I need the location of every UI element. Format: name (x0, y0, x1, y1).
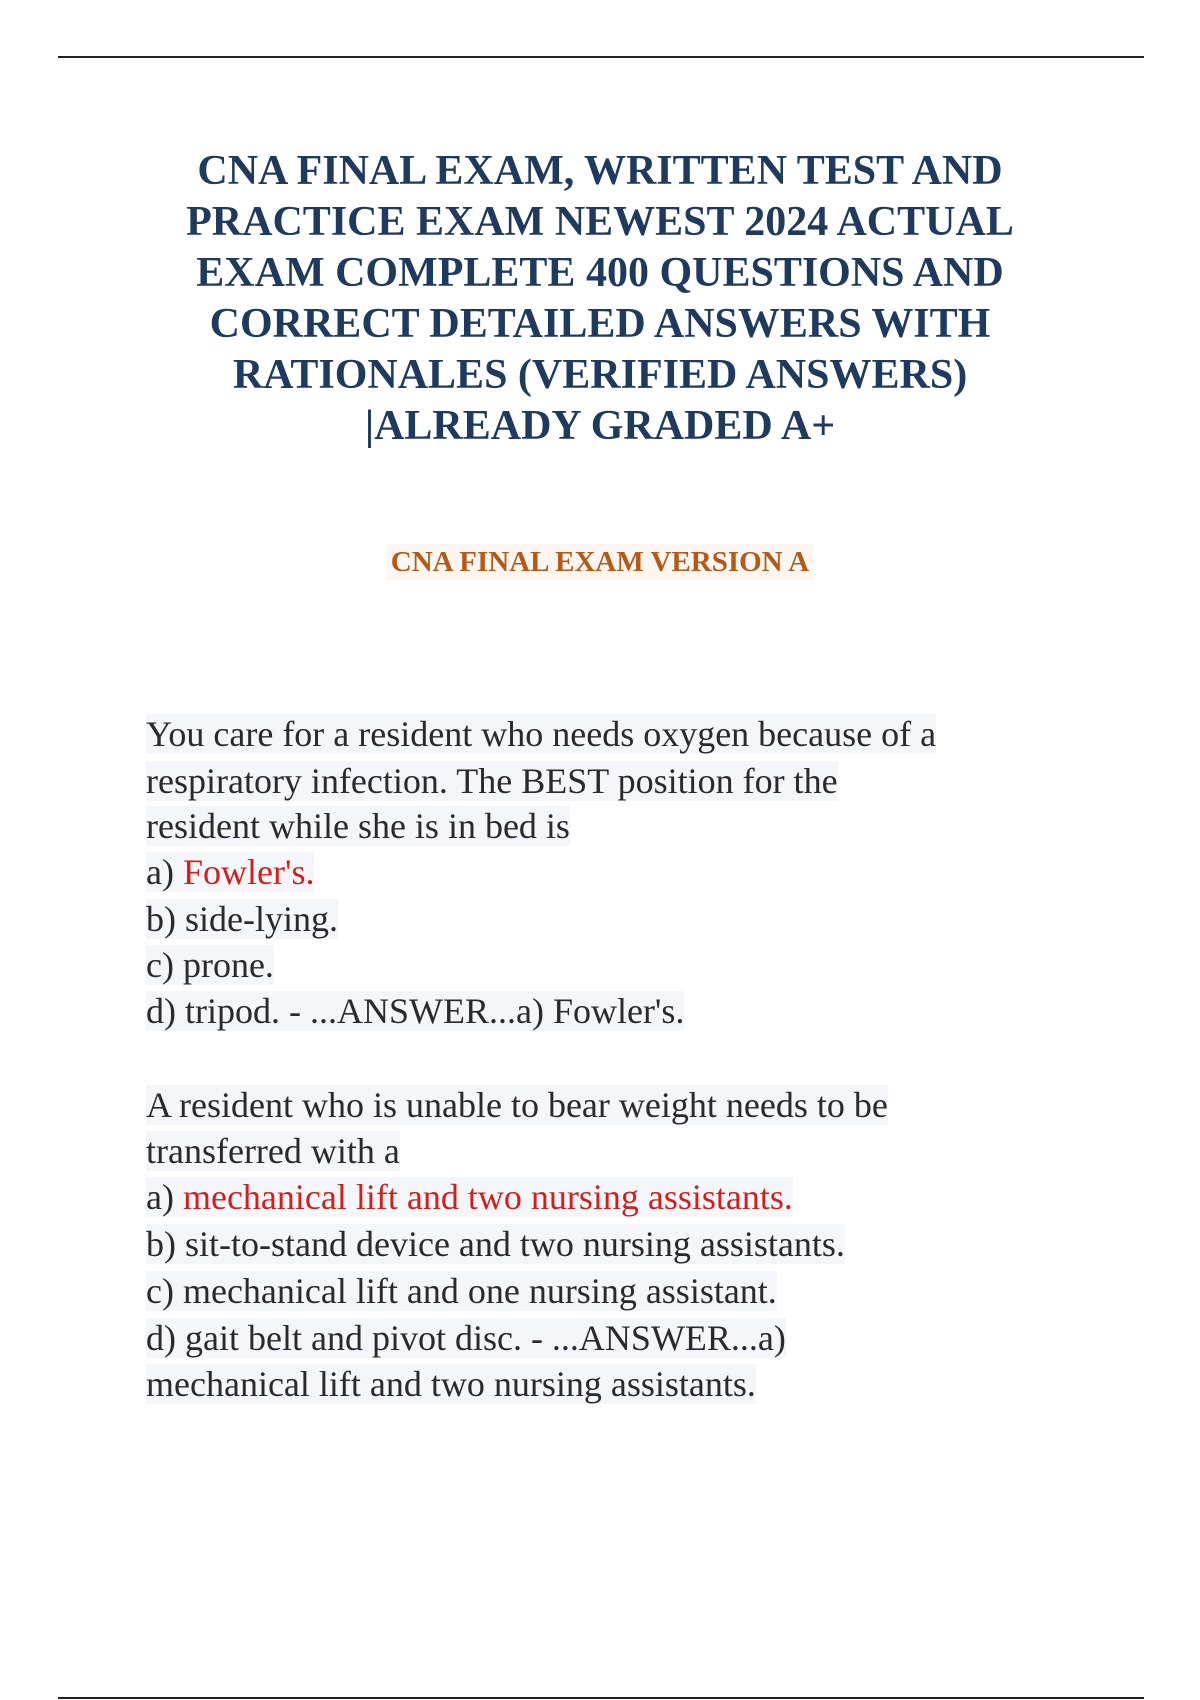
stem-line: respiratory infection. The BEST position for the (146, 761, 838, 801)
option-prefix: d) (146, 991, 185, 1031)
option-prefix: b) (146, 899, 185, 939)
option-a (146, 849, 936, 896)
option-text: mechanical lift and one nursing assistant. (182, 1271, 777, 1311)
option-d (146, 1315, 888, 1362)
question-2 (146, 1082, 888, 1407)
option-text: sit-to-stand device and two nursing assistants. (185, 1224, 845, 1264)
option-c (146, 1268, 888, 1315)
exam-version-label: CNA FINAL EXAM VERSION A (387, 544, 813, 580)
title-line: |ALREADY GRADED A+ (364, 403, 836, 449)
stem-line: A resident who is unable to bear weight needs to be (146, 1085, 888, 1125)
correct-option-text: Fowler's. (182, 852, 315, 892)
top-rule (58, 56, 1144, 58)
correct-option-text: mechanical lift and two nursing assistants. (182, 1177, 793, 1217)
question-stem (146, 1082, 888, 1174)
option-a (146, 1174, 888, 1221)
option-prefix: a) (146, 1177, 183, 1217)
option-text-with-answer: gait belt and pivot disc. - ...ANSWER...a) (185, 1318, 786, 1358)
question-stem (146, 710, 936, 849)
option-b (146, 896, 936, 943)
option-prefix: c) (146, 1271, 183, 1311)
option-c (146, 943, 936, 988)
answer-continuation-text: mechanical lift and two nursing assistants. (146, 1364, 756, 1404)
option-d (146, 988, 936, 1035)
title-line: EXAM COMPLETE 400 QUESTIONS AND (196, 250, 1004, 296)
option-prefix: c) (146, 945, 183, 985)
exam-version-heading (0, 544, 1200, 580)
title-line: PRACTICE EXAM NEWEST 2024 ACTUAL (186, 199, 1014, 245)
title-line: RATIONALES (VERIFIED ANSWERS) (232, 352, 968, 398)
stem-line: transferred with a (146, 1131, 400, 1171)
answer-continuation (146, 1362, 888, 1407)
title-line: CORRECT DETAILED ANSWERS WITH (209, 301, 991, 347)
option-prefix: a) (146, 852, 183, 892)
option-prefix: b) (146, 1224, 185, 1264)
document-title (150, 146, 1050, 452)
stem-line: You care for a resident who needs oxygen because of a (146, 714, 937, 754)
option-text: side-lying. (185, 899, 338, 939)
question-1 (146, 710, 936, 1035)
option-text: prone. (182, 945, 274, 985)
option-text-with-answer: tripod. - ...ANSWER...a) Fowler's. (185, 991, 685, 1031)
stem-line: resident while she is in bed is (146, 806, 570, 846)
option-prefix: d) (146, 1318, 185, 1358)
title-line: CNA FINAL EXAM, WRITTEN TEST AND (197, 148, 1003, 194)
bottom-rule (58, 1697, 1144, 1699)
option-b (146, 1221, 888, 1268)
